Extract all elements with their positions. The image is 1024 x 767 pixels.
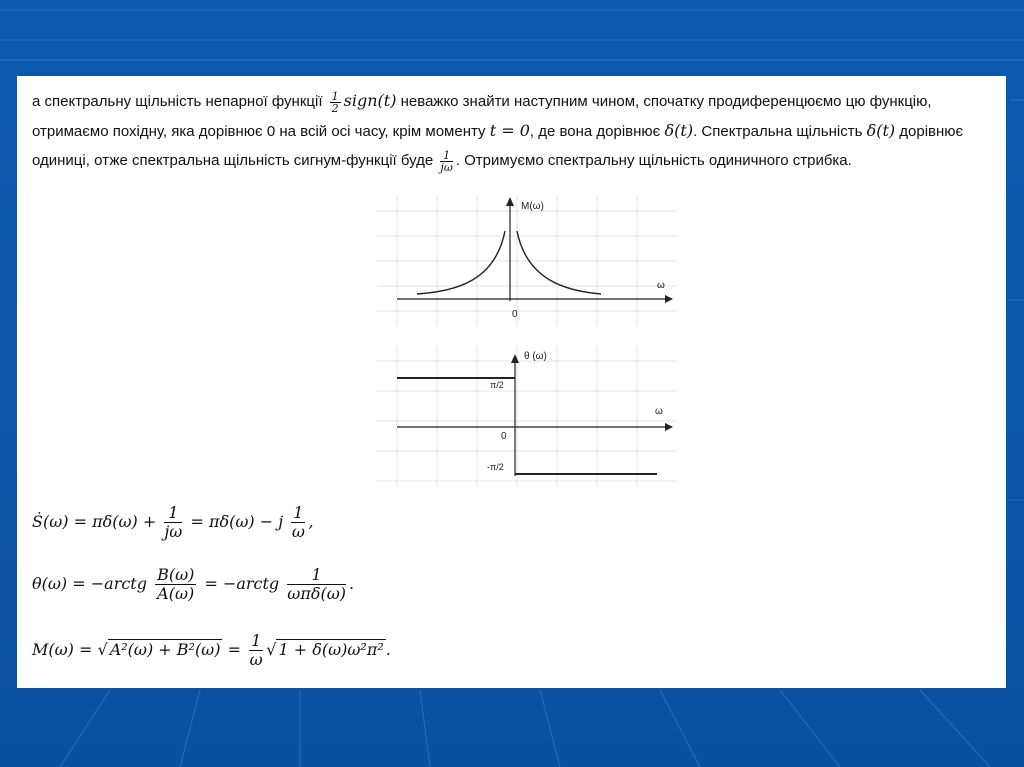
math-delta: δ(t) — [866, 121, 896, 140]
math-delta: δ(t) — [664, 121, 694, 140]
magnitude-y-label: M(ω) — [521, 201, 544, 212]
slide-content — [17, 76, 1006, 688]
phase-y-label: θ (ω) — [524, 351, 547, 362]
equation-magnitude: M(ω) = √ A²(ω) + B²(ω) = $\frac{1}{\omega}$ √ 1 + δ(ω)ω²π² . — [32, 631, 391, 669]
text-segment: , де вона дорівнює — [529, 123, 661, 140]
text-segment: . Спектральна щільність — [693, 123, 863, 140]
equation-phase: θ(ω) = −arctg $\frac{B(\omega)}{A(\omega)}$ = −arctg 1 ωπδ(ω) . — [32, 565, 355, 603]
text-segment: неважко знайти наступним чином, спочатку продиференцюємо цю функцію, отримаємо похідну, яка дорівнює 0 на всій осі часу, крім моменту — [32, 93, 932, 140]
text-segment: дорівнює одиниці, отже спектральна щільність сигнум-функції буде — [32, 123, 964, 169]
magnitude-x-label: ω — [657, 280, 665, 291]
fraction-1-jw: $\frac{1}{j\omega}$ — [440, 148, 453, 174]
phase-lower-label: -π/2 — [487, 462, 504, 472]
phase-upper-label: π/2 — [490, 380, 504, 390]
phase-origin-label: 0 — [501, 431, 507, 442]
paragraph — [32, 86, 992, 175]
text-segment: а спектральну щільність непарної функції — [32, 93, 323, 110]
fraction-half: $\frac{1}{2}$ — [331, 89, 339, 115]
math-sign: sign(t) — [343, 91, 397, 110]
text-segment: . Отримуємо спектральну щільність одиничного стрибка. — [455, 152, 852, 169]
equation-spectrum: Ṡ(ω) = πδ(ω) + $\frac{1}{j\omega}$ = πδ(ω) − j $\frac{1}{\omega}$ , — [32, 503, 314, 541]
spectrum-plots — [377, 196, 677, 486]
magnitude-plot — [397, 197, 673, 320]
math-t0: t = 0 — [489, 121, 530, 140]
phase-x-label: ω — [655, 406, 663, 417]
phase-plot — [397, 351, 673, 476]
magnitude-origin-label: 0 — [512, 309, 518, 320]
